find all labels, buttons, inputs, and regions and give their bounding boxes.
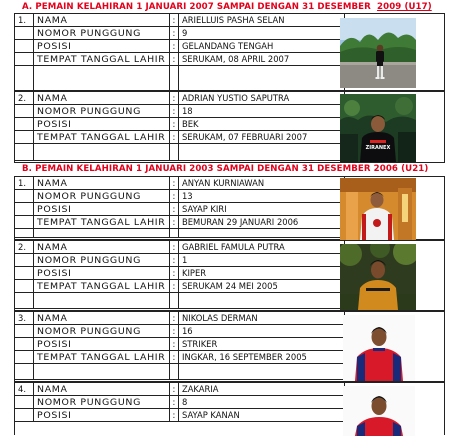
player-card-b3 [14, 311, 445, 382]
field-value: KIPER [178, 267, 344, 280]
player-number: 2. [15, 241, 34, 254]
field-label: TEMPAT TANGGAL LAHIR [34, 351, 170, 364]
player-card-a2 [14, 91, 445, 163]
field-value: SERUKAM, 08 APRIL 2007 [178, 53, 344, 66]
player-photo [343, 315, 415, 381]
field-value: BEMURAN 29 JANUARI 2006 [178, 216, 344, 229]
section-b-title [22, 164, 428, 174]
section-a-title-tail: 2009 (U17) [377, 2, 432, 12]
field-value: ZAKARIA [178, 383, 344, 396]
field-value: ARIELLUIS PASHA SELAN [178, 14, 344, 27]
player-number: 1. [15, 14, 34, 27]
field-value: NIKOLAS DERMAN [178, 312, 344, 325]
field-label: NOMOR PUNGGUNG [34, 105, 170, 118]
field-label: NAMA [34, 241, 170, 254]
player-card-b1 [14, 176, 445, 240]
field-label: POSISI [34, 203, 170, 216]
player-number: 2. [15, 92, 34, 105]
field-value: ADRIAN YUSTIO SAPUTRA [178, 92, 344, 105]
field-value: SAYAP KANAN [178, 409, 344, 422]
field-value: ANYAN KURNIAWAN [178, 177, 344, 190]
field-value: SERUKAM, 07 FEBRUARI 2007 [178, 131, 344, 144]
player-photo [343, 386, 415, 436]
field-label: NOMOR PUNGGUNG [34, 190, 170, 203]
section-a-title-text: A. PEMAIN KELAHIRAN 1 JANUARI 2007 SAMPAI DENGAN 31 DESEMBER [22, 2, 371, 12]
field-value: SERUKAM 24 MEI 2005 [178, 280, 344, 293]
section-b-title-text: B. PEMAIN KELAHIRAN 1 JANUARI 2003 SAMPAI DENGAN 31 DESEMBER 2006 (U21) [22, 164, 429, 174]
field-value: 13 [178, 190, 344, 203]
player-table: 4. NAMA : ZAKARIA NOMOR PUNGGUNG : 8 POSISI : SAYAP KANAN [15, 383, 345, 422]
field-label: TEMPAT TANGGAL LAHIR [34, 53, 170, 66]
field-label: POSISI [34, 409, 170, 422]
player-table: 2. NAMA : GABRIEL FAMULA PUTRA NOMOR PUNGGUNG : 1 POSISI : KIPER TEMPAT TANGGAL LAHIR : SERUKAM 24 MEI 2005 [15, 241, 345, 309]
field-value: 1 [178, 254, 344, 267]
field-value: GABRIEL FAMULA PUTRA [178, 241, 344, 254]
field-value: SAYAP KIRI [178, 203, 344, 216]
field-value: GELANDANG TENGAH [178, 40, 344, 53]
player-card-b4 [14, 382, 445, 435]
jersey-text: ZIRANEX [365, 145, 391, 151]
field-label: NAMA [34, 177, 170, 190]
field-label: POSISI [34, 338, 170, 351]
field-label: POSISI [34, 267, 170, 280]
field-label: POSISI [34, 40, 170, 53]
field-label: POSISI [34, 118, 170, 131]
field-label: NOMOR PUNGGUNG [34, 325, 170, 338]
field-label: TEMPAT TANGGAL LAHIR [34, 280, 170, 293]
field-label: NOMOR PUNGGUNG [34, 254, 170, 267]
field-value: INGKAR, 16 SEPTEMBER 2005 [178, 351, 344, 364]
player-table: 1. NAMA : ARIELLUIS PASHA SELAN NOMOR PUNGGUNG : 9 POSISI : GELANDANG TENGAH TEMPAT TANGGAL LAHIR : SERUKAM, 08 APRIL 2007 [15, 14, 345, 91]
field-label: NAMA [34, 312, 170, 325]
field-value: BEK [178, 118, 344, 131]
field-label: TEMPAT TANGGAL LAHIR [34, 131, 170, 144]
player-table: 3. NAMA : NIKOLAS DERMAN NOMOR PUNGGUNG : 16 POSISI : STRIKER TEMPAT TANGGAL LAHIR : INGKAR, 16 SEPTEMBER 2005 [15, 312, 345, 380]
field-label: NAMA [34, 14, 170, 27]
player-number: 4. [15, 383, 34, 396]
field-value: 9 [178, 27, 344, 40]
field-value: 16 [178, 325, 344, 338]
field-value: 18 [178, 105, 344, 118]
player-number: 3. [15, 312, 34, 325]
player-card-b2 [14, 240, 445, 311]
field-label: NAMA [34, 383, 170, 396]
field-value: 8 [178, 396, 344, 409]
section-a-title [22, 2, 432, 12]
field-label: TEMPAT TANGGAL LAHIR [34, 216, 170, 229]
player-photo [340, 18, 416, 88]
player-photo [340, 244, 416, 310]
field-label: NOMOR PUNGGUNG [34, 396, 170, 409]
player-table: 2. NAMA : ADRIAN YUSTIO SAPUTRA NOMOR PUNGGUNG : 18 POSISI : BEK TEMPAT TANGGAL LAHIR : SERUKAM, 07 FEBRUARI 2007 [15, 92, 345, 161]
player-photo [340, 94, 416, 162]
player-photo [340, 178, 416, 240]
player-table: 1. NAMA : ANYAN KURNIAWAN NOMOR PUNGGUNG : 13 POSISI : SAYAP KIRI TEMPAT TANGGAL LAHIR : BEMURAN 29 JANUARI 2006 [15, 177, 345, 238]
field-value: STRIKER [178, 338, 344, 351]
player-number: 1. [15, 177, 34, 190]
field-label: NAMA [34, 92, 170, 105]
field-label: NOMOR PUNGGUNG [34, 27, 170, 40]
player-card-a1 [14, 13, 445, 91]
